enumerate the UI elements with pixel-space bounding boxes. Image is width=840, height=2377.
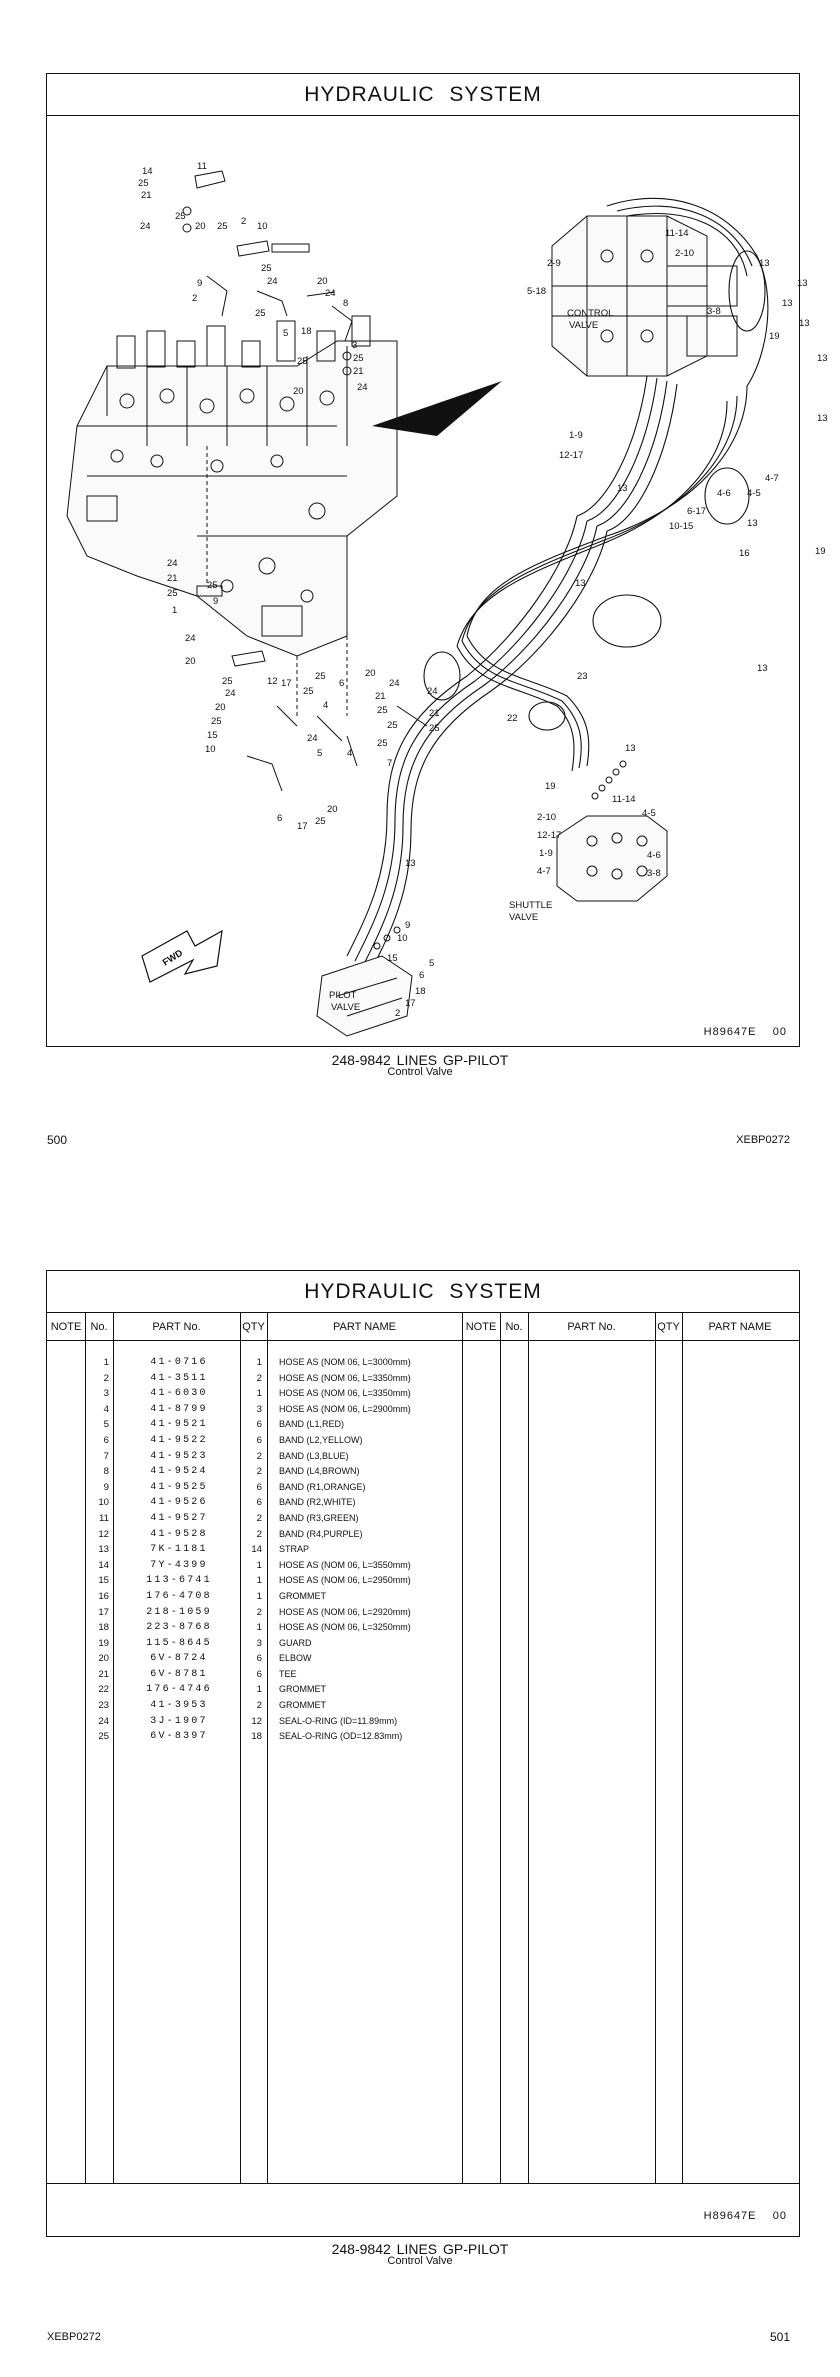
figure-id: H89647E [703,2210,757,2222]
svg-text:15: 15 [387,953,398,964]
part-number: 3J-1907 [150,1715,208,1727]
svg-text:2: 2 [192,293,198,304]
svg-text:25: 25 [303,686,314,697]
svg-text:11-14: 11-14 [612,794,636,805]
table-row [47,1355,427,1371]
svg-text:21: 21 [429,708,440,719]
part-ref-no: 12 [98,1528,109,1540]
upper-valve-assembly [552,216,737,376]
part-qty: 3 [256,1403,262,1415]
part-qty: 1 [256,1575,262,1587]
svg-text:25: 25 [297,356,308,367]
figure-caption-parts [0,2241,840,2267]
svg-text:24: 24 [225,688,236,699]
svg-text:19: 19 [769,331,780,342]
part-name: HOSE AS (NOM 06, L=2900mm) [279,1403,411,1414]
part-name: BAND (L4,BROWN) [279,1466,360,1477]
table-row [47,1620,427,1636]
part-number: 41-8799 [150,1403,208,1415]
svg-text:9: 9 [405,920,411,931]
table-row [47,1371,427,1387]
svg-text:24: 24 [167,558,178,569]
part-number: 6V-8397 [150,1731,208,1743]
parts-table-header [47,1313,799,1341]
col-part-no-2: PART No. [567,1321,616,1333]
svg-text:25: 25 [222,676,233,687]
part-name: SEAL-O-RING (OD=12.83mm) [279,1731,403,1742]
part-number: 41-0716 [150,1357,208,1368]
document-id: XEBP0272 [736,1134,790,1146]
col-part-name-2: PART NAME [708,1321,772,1333]
part-name: BAND (L2,YELLOW) [279,1434,363,1445]
svg-text:6: 6 [419,970,425,981]
svg-text:24: 24 [140,221,151,232]
shuttle-valve-label: SHUTTLE [509,900,553,911]
page-title: HYDRAULIC SYSTEM [47,74,799,116]
svg-text:24: 24 [427,686,438,697]
table-row [47,1527,427,1543]
svg-text:3-8: 3-8 [647,868,661,879]
col-qty: QTY [242,1321,265,1333]
parts-list-page-frame [46,1270,800,2237]
part-name: HOSE AS (NOM 06, L=3350mm) [279,1388,411,1399]
svg-text:17: 17 [297,821,308,832]
pilot-valve-label: PILOT [329,990,357,1001]
part-ref-no: 17 [98,1606,109,1618]
part-ref-no: 16 [98,1590,109,1602]
svg-text:13: 13 [817,353,828,364]
part-ref-no: 4 [103,1403,109,1415]
svg-text:20: 20 [365,668,376,679]
caption-main: 248-9842 LINES GP-PILOT [331,1052,509,1068]
part-name: GROMMET [279,1684,326,1695]
part-number: 223-8768 [146,1622,212,1634]
part-name: BAND (R1,ORANGE) [279,1481,366,1492]
part-qty: 1 [256,1622,262,1634]
svg-text:20: 20 [185,656,196,667]
svg-text:13: 13 [575,578,586,589]
svg-text:6-17: 6-17 [687,506,707,517]
part-name: BAND (R3,GREEN) [279,1512,359,1523]
column-rule [500,1313,501,2184]
table-row [47,1417,427,1433]
part-number: 7K-1181 [150,1544,208,1556]
part-name: STRAP [279,1544,310,1555]
svg-text:1-9: 1-9 [539,848,553,859]
part-qty: 6 [256,1419,262,1431]
svg-text:25: 25 [217,221,228,232]
caption-sub: Control Valve [387,2255,453,2267]
svg-text:8: 8 [343,298,349,309]
svg-text:18: 18 [301,326,312,337]
part-name: HOSE AS (NOM 06, L=3550mm) [279,1559,411,1570]
table-row [47,1386,427,1402]
part-qty: 1 [256,1590,262,1602]
svg-text:5: 5 [283,328,289,339]
part-qty: 3 [256,1637,262,1649]
part-name: BAND (L3,BLUE) [279,1450,349,1461]
table-row [47,1542,427,1558]
svg-text:13: 13 [617,483,628,494]
parts-table-body [47,1355,427,1745]
part-qty: 1 [256,1388,262,1400]
svg-text:25: 25 [175,211,186,222]
page-title-parts: HYDRAULIC SYSTEM [47,1271,799,1313]
svg-text:14: 14 [142,166,153,177]
svg-text:12-17: 12-17 [537,830,562,841]
col-note: NOTE [50,1321,82,1333]
svg-text:4: 4 [347,748,353,759]
part-qty: 2 [256,1466,262,1478]
part-ref-no: 24 [98,1715,109,1727]
figure-id: H89647E [703,1026,757,1038]
table-row [47,1636,427,1652]
column-rule [528,1313,529,2184]
table-row [47,1433,427,1449]
svg-text:2: 2 [241,216,247,227]
svg-text:13: 13 [625,743,636,754]
part-number: 6V-8781 [150,1668,208,1680]
svg-text:1: 1 [172,605,178,616]
figure-caption [0,1052,840,1078]
figure-rev: 00 [772,1026,787,1038]
svg-text:10: 10 [205,744,216,755]
table-row [47,1651,427,1667]
part-number: 41-9528 [150,1528,208,1540]
part-ref-no: 5 [103,1419,109,1431]
svg-text:13: 13 [405,858,416,869]
diagram-page-frame [46,73,828,1047]
svg-text:25: 25 [138,178,149,189]
svg-text:25: 25 [429,723,440,734]
svg-text:2-10: 2-10 [537,812,557,823]
svg-text:25: 25 [207,580,218,591]
svg-text:23: 23 [577,671,588,682]
table-row [47,1729,427,1745]
part-name: HOSE AS (NOM 06, L=2950mm) [279,1575,411,1586]
figure-rev: 00 [772,2210,787,2222]
table-row [47,1698,427,1714]
part-ref-no: 9 [103,1481,109,1493]
part-ref-no: 8 [103,1466,109,1478]
part-ref-no: 20 [98,1653,109,1665]
exploded-view-drawing [47,116,828,1046]
svg-text:6: 6 [339,678,345,689]
page-number-parts: 501 [769,2330,790,2344]
svg-text:24: 24 [307,733,318,744]
page-number: 500 [47,1133,68,1147]
part-number: 41-9523 [150,1450,208,1462]
svg-text:24: 24 [389,678,400,689]
part-qty: 2 [256,1450,262,1462]
svg-text:25: 25 [315,671,326,682]
column-rule [462,1313,463,2184]
document-id-parts: XEBP0272 [47,2331,101,2343]
part-ref-no: 1 [103,1357,109,1368]
part-name: HOSE AS (NOM 06, L=3000mm) [279,1357,411,1367]
part-ref-no: 3 [103,1388,109,1400]
caption-sub: Control Valve [387,1066,453,1078]
table-row [47,1682,427,1698]
svg-text:20: 20 [317,276,328,287]
part-number: 7Y-4399 [150,1559,208,1571]
table-row [47,1402,427,1418]
table-row [47,1605,427,1621]
svg-text:11: 11 [197,161,207,172]
svg-text:24: 24 [267,276,278,287]
svg-text:13: 13 [757,663,768,674]
svg-text:12: 12 [267,676,278,687]
svg-text:24: 24 [185,633,196,644]
svg-text:4-7: 4-7 [765,473,779,484]
part-ref-no: 22 [98,1684,109,1696]
part-number: 41-3511 [150,1372,208,1384]
svg-text:13: 13 [747,518,758,529]
part-number: 6V-8724 [150,1653,208,1665]
part-qty: 14 [251,1544,262,1556]
pilot-valve-label-2: VALVE [331,1002,361,1013]
svg-text:25: 25 [211,716,222,727]
svg-text:19: 19 [545,781,556,792]
svg-text:25: 25 [377,705,388,716]
part-name: HOSE AS (NOM 06, L=3250mm) [279,1622,411,1633]
part-qty: 6 [256,1434,262,1446]
svg-text:12-17: 12-17 [559,450,584,461]
svg-text:22: 22 [507,713,518,724]
col-part-name: PART NAME [333,1321,396,1333]
svg-text:21: 21 [141,190,152,201]
svg-text:16: 16 [739,548,750,559]
svg-text:4-7: 4-7 [537,866,551,877]
svg-text:25: 25 [261,263,272,274]
svg-text:24: 24 [325,288,336,299]
svg-text:4-6: 4-6 [717,488,731,499]
part-number: 41-9526 [150,1497,208,1509]
col-no: No. [90,1321,108,1333]
part-qty: 1 [256,1684,262,1696]
part-name: GROMMET [279,1590,326,1601]
table-row [47,1511,427,1527]
svg-text:5: 5 [317,748,323,759]
svg-text:4-6: 4-6 [647,850,661,861]
part-name: HOSE AS (NOM 06, L=2920mm) [279,1606,411,1617]
part-name: GROMMET [279,1700,326,1711]
table-row [47,1464,427,1480]
svg-text:20: 20 [327,804,338,815]
part-name: HOSE AS (NOM 06, L=3350mm) [279,1372,411,1383]
svg-text:3-8: 3-8 [707,306,721,317]
shuttle-valve-label-2: VALVE [509,912,539,923]
svg-text:11-14: 11-14 [665,228,689,239]
part-number: 41-9521 [150,1419,208,1431]
svg-text:13: 13 [799,318,810,329]
part-number: 218-1059 [146,1606,212,1618]
part-qty: 6 [256,1497,262,1509]
svg-text:25: 25 [387,720,398,731]
svg-text:17: 17 [405,998,416,1009]
svg-text:17: 17 [281,678,292,689]
fwd-label: FWD [160,947,185,969]
table-row [47,1589,427,1605]
svg-text:20: 20 [293,386,304,397]
svg-text:2-9: 2-9 [547,258,561,269]
svg-text:10: 10 [257,221,268,232]
svg-text:2: 2 [395,1008,401,1019]
svg-text:5: 5 [429,958,435,969]
part-name: BAND (R4,PURPLE) [279,1528,363,1539]
control-valve-label-2: VALVE [569,320,599,331]
svg-text:21: 21 [353,366,364,377]
part-name: SEAL-O-RING (ID=11.89mm) [279,1715,398,1726]
svg-text:5-18: 5-18 [527,286,547,297]
part-ref-no: 11 [99,1512,109,1524]
figure-number-parts [704,2210,787,2222]
part-name: ELBOW [279,1653,312,1664]
svg-text:3: 3 [352,340,358,351]
svg-text:4-5: 4-5 [642,808,656,819]
part-ref-no: 25 [98,1731,109,1743]
part-number: 113-6741 [146,1575,212,1587]
column-rule [682,1313,683,2184]
part-qty: 1 [256,1559,262,1571]
table-row [47,1667,427,1683]
part-qty: 2 [256,1372,262,1384]
svg-text:9: 9 [197,278,203,289]
table-row [47,1714,427,1730]
part-ref-no: 23 [98,1700,109,1712]
part-qty: 12 [251,1715,262,1727]
part-qty: 2 [256,1528,262,1540]
svg-text:20: 20 [195,221,206,232]
caption-main: 248-9842 LINES GP-PILOT [331,2241,509,2257]
control-valve-label: CONTROL [567,308,614,319]
svg-text:4-5: 4-5 [747,488,761,499]
col-qty-2: QTY [657,1321,680,1333]
svg-text:25: 25 [377,738,388,749]
part-qty: 18 [251,1731,262,1743]
svg-text:6: 6 [277,813,283,824]
table-footer-rule [47,2183,799,2184]
part-number: 41-3953 [150,1700,208,1712]
svg-text:10: 10 [397,933,408,944]
svg-text:10-15: 10-15 [669,521,694,532]
svg-text:19: 19 [815,546,826,557]
svg-text:13: 13 [817,413,828,424]
figure-number [704,1026,787,1038]
col-part-no: PART No. [152,1321,201,1333]
svg-text:2-10: 2-10 [675,248,695,259]
svg-text:25: 25 [353,353,364,364]
table-row [47,1449,427,1465]
part-ref-no: 19 [98,1637,109,1649]
part-number: 41-9524 [150,1466,208,1478]
col-no-2: No. [505,1321,523,1333]
part-number: 176-4746 [146,1684,212,1696]
svg-text:13: 13 [797,278,808,289]
table-row [47,1573,427,1589]
svg-text:7: 7 [387,758,393,769]
svg-text:18: 18 [415,986,426,997]
part-name: BAND (R2,WHITE) [279,1497,356,1508]
part-qty: 2 [256,1700,262,1712]
part-ref-no: 14 [98,1559,109,1571]
shuttle-valve [557,761,667,901]
svg-text:13: 13 [782,298,793,309]
svg-text:21: 21 [375,691,386,702]
svg-text:25: 25 [167,588,178,599]
part-name: GUARD [279,1637,312,1648]
part-qty: 6 [256,1668,262,1680]
svg-text:15: 15 [207,730,218,741]
part-number: 41-6030 [150,1388,208,1400]
svg-text:25: 25 [315,816,326,827]
svg-text:24: 24 [357,382,368,393]
part-qty: 2 [256,1512,262,1524]
table-row [47,1495,427,1511]
part-qty: 2 [256,1606,262,1618]
table-row [47,1480,427,1496]
svg-text:13: 13 [759,258,770,269]
part-ref-no: 13 [98,1544,109,1556]
part-number: 41-9527 [150,1512,208,1524]
part-number: 41-9522 [150,1434,208,1446]
part-ref-no: 10 [98,1497,109,1509]
part-ref-no: 2 [103,1372,109,1384]
svg-text:25: 25 [255,308,266,319]
part-ref-no: 15 [98,1575,109,1587]
svg-text:20: 20 [215,702,226,713]
part-number: 176-4708 [146,1590,212,1602]
part-ref-no: 7 [103,1450,109,1462]
svg-text:4: 4 [323,700,329,711]
svg-text:1-9: 1-9 [569,430,583,441]
part-ref-no: 6 [103,1434,109,1446]
col-note-2: NOTE [465,1321,497,1333]
part-number: 41-9525 [150,1481,208,1493]
part-qty: 1 [256,1357,262,1368]
part-ref-no: 21 [98,1668,109,1680]
part-number: 115-8645 [146,1637,212,1649]
part-ref-no: 18 [98,1622,109,1634]
column-rule [655,1313,656,2184]
part-name: BAND (L1,RED) [279,1419,345,1430]
part-name: TEE [279,1668,297,1679]
table-row [47,1558,427,1574]
part-qty: 6 [256,1481,262,1493]
part-qty: 6 [256,1653,262,1665]
svg-text:21: 21 [167,573,178,584]
svg-text:9: 9 [213,596,219,607]
